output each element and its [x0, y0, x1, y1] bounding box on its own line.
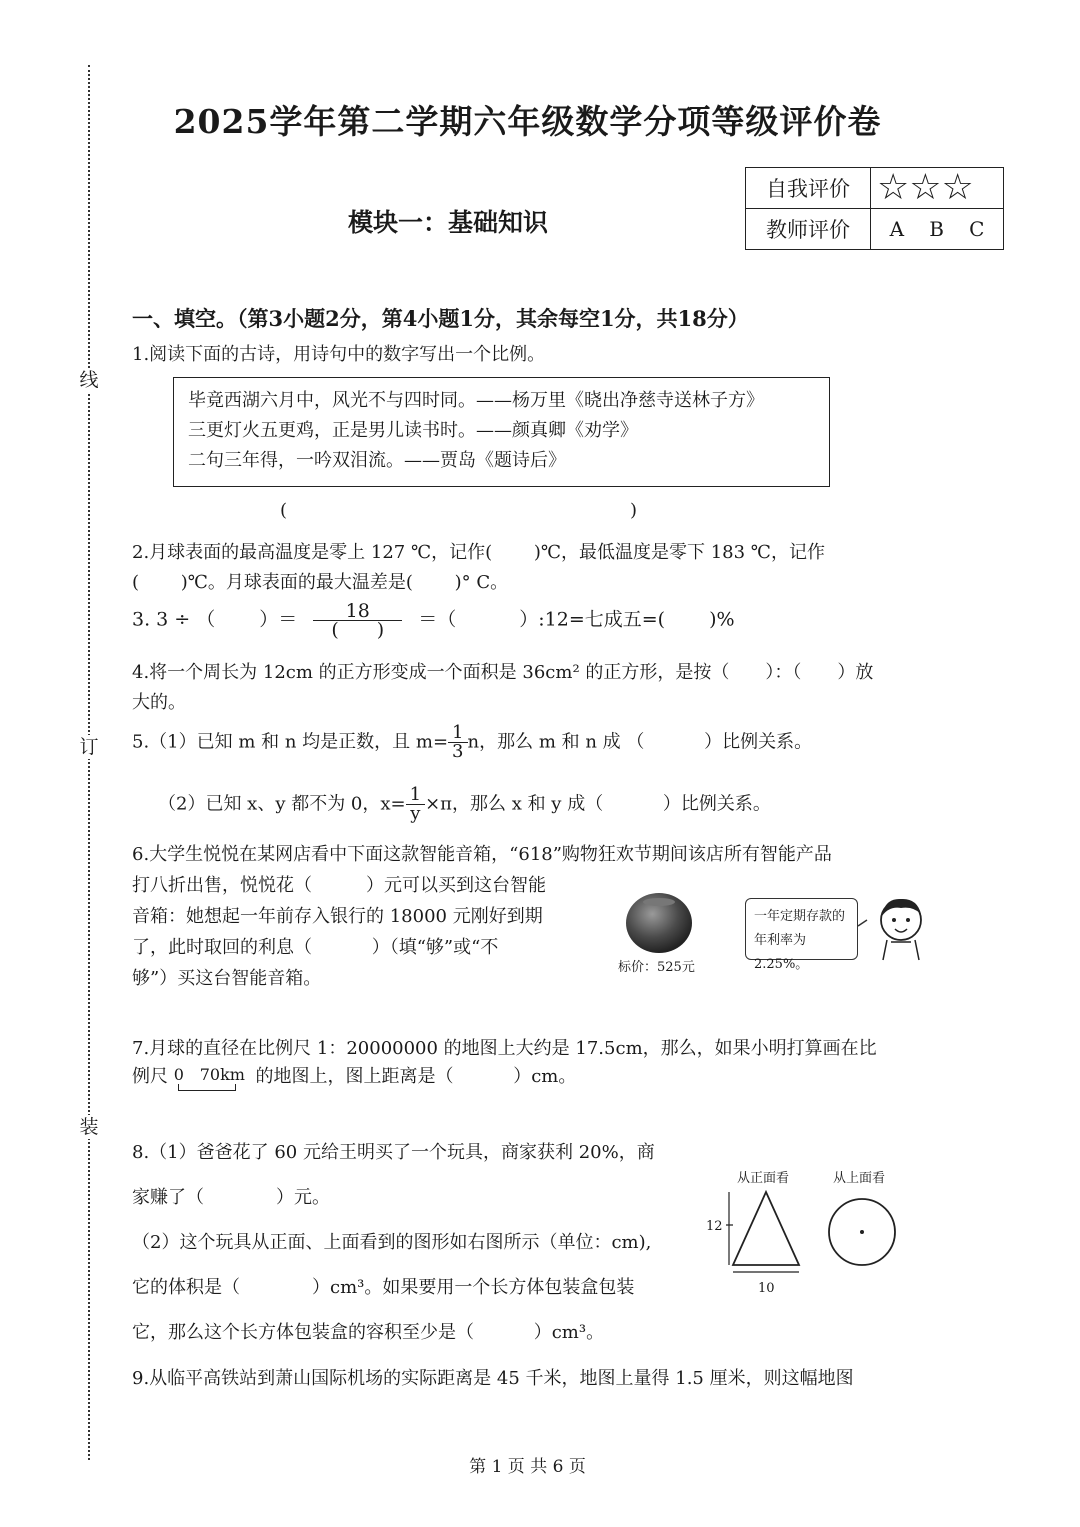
q3-fraction-num: 18 — [345, 600, 370, 622]
q1-text: 1.阅读下面的古诗，用诗句中的数字写出一个比例。 — [132, 344, 546, 365]
q7-scale-suffix: 的地图上，图上距离是（ ）cm。 — [255, 1066, 577, 1087]
q1-answer-open: ( — [280, 500, 288, 521]
q5-p1-suffix: n，那么 m 和 n 成 （ ）比例关系。 — [467, 731, 813, 753]
module-title: 模块一：基础知识 — [348, 208, 549, 237]
speech-line-1: 一年定期存款的 — [754, 909, 846, 924]
speech-bubble — [745, 898, 858, 972]
scale-km: 70km — [199, 1065, 245, 1084]
q5-p1-num: 1 — [452, 722, 464, 743]
q5-p2-prefix: （2）已知 x、y 都不为 0，x= — [158, 793, 406, 815]
q7-line-1: 7.月球的直径在比例尺 1：20000000 的地图上大约是 17.5cm，那么，如果小明打算画在比 — [132, 1038, 877, 1059]
q6-line-3: 音箱：她想起一年前存入银行的 18000 元刚好到期 — [132, 906, 543, 927]
q2-line-1: 2.月球表面的最高温度是零上 127 ℃，记作( )℃，最低温度是零下 183 ℃，记作 — [132, 542, 825, 563]
grade-a: A — [889, 217, 905, 241]
grade-b: B — [929, 217, 944, 241]
page-title: 2025学年第二学期六年级数学分项等级评价卷 — [173, 102, 882, 141]
scale-bar — [174, 1064, 250, 1090]
q2-line-2: ( )℃。月球表面的最大温差是( )° C。 — [132, 572, 509, 593]
scale-bar-line — [178, 1084, 236, 1091]
q1-answer-close: ) — [630, 500, 638, 521]
q5-p2-suffix: ×π，那么 x 和 y 成（ ）比例关系。 — [425, 793, 771, 815]
self-eval-label: 自我评价 — [746, 168, 871, 209]
q4-line-1: 4.将一个周长为 12cm 的正方形变成一个面积是 36cm² 的正方形，是按（ ）：（ ）放 — [132, 662, 874, 683]
grade-c: C — [969, 217, 985, 241]
q8-line-5: 它，那么这个长方体包装盒的容积至少是（ ）cm³。 — [132, 1322, 605, 1343]
q5-p1-prefix: 5.（1）已知 m 和 n 均是正数，且 m= — [132, 731, 449, 753]
top-view-circle — [826, 1196, 898, 1268]
q5-p2-den: y — [406, 804, 425, 823]
q3-fraction-den: ( ) — [313, 620, 402, 639]
q8-line-2: 家赚了（ ）元。 — [132, 1187, 330, 1208]
boy-character-icon — [855, 892, 935, 962]
base-label: 10 — [758, 1281, 775, 1296]
front-view-label: 从正面看 — [737, 1171, 790, 1186]
speech-line-2: 年利率为2.25%。 — [754, 933, 809, 972]
binding-char-zhuang: 装 — [79, 1116, 99, 1138]
q6-line-5: 够”）买这台智能音箱。 — [132, 968, 322, 989]
teacher-eval-label: 教师评价 — [746, 209, 871, 250]
q5-p2-num: 1 — [409, 784, 422, 805]
q4-line-2: 大的。 — [132, 692, 186, 713]
q6-line-1: 6.大学生悦悦在某网店看中下面这款智能音箱，“618”购物狂欢节期间该店所有智能产品 — [132, 844, 832, 865]
poem-line-2: 三更灯火五更鸡，正是男儿读书时。——颜真卿《劝学》 — [188, 420, 638, 441]
q8-line-1: 8.（1）爸爸花了 60 元给王明买了一个玩具，商家获利 20%，商 — [132, 1142, 655, 1163]
teacher-eval-grades — [871, 209, 1004, 250]
q5-p2-fraction — [406, 786, 425, 823]
q7-scale-prefix: 例尺 — [132, 1066, 168, 1087]
evaluation-table — [745, 167, 1004, 250]
page-number: 第 1 页 共 6 页 — [469, 1457, 586, 1477]
q6-line-4: 了，此时取回的利息（ ）（填“够”或“不 — [132, 937, 499, 958]
q9-line-1: 9.从临平高铁站到萧山国际机场的实际距离是 45 千米，地图上量得 1.5 厘米，则这幅地图 — [132, 1368, 854, 1389]
poem-box — [173, 377, 830, 487]
poem-line-1: 毕竟西湖六月中，风光不与四时同。——杨万里《晓出净慈寺送林子方》 — [188, 390, 764, 411]
q3-suffix: ＝（ ）:12=七成五=( )% — [418, 608, 735, 631]
top-view-label: 从上面看 — [833, 1171, 886, 1186]
q5-part-1 — [132, 724, 812, 761]
q7-line-2 — [132, 1064, 576, 1090]
price-tag: 标价：525元 — [618, 960, 695, 975]
q3-line — [132, 602, 735, 639]
scale-zero: 0 — [173, 1065, 184, 1084]
q5-p1-fraction — [448, 724, 467, 761]
q8-line-4: 它的体积是（ ）cm³。如果要用一个长方体包装盒包装 — [132, 1277, 635, 1298]
binding-dotted-line — [88, 65, 90, 1460]
binding-char-ding: 订 — [79, 736, 99, 758]
poem-line-3: 二句三年得，一吟双泪流。——贾岛《题诗后》 — [188, 450, 566, 471]
self-eval-stars-icon: ☆☆☆ — [871, 168, 1004, 209]
q8-line-3: （2）这个玩具从正面、上面看到的图形如右图所示（单位：cm), — [132, 1232, 652, 1253]
smart-speaker-image — [622, 890, 696, 956]
q3-prefix: 3. 3 ÷ （ ）＝ — [132, 608, 298, 631]
q3-fraction — [313, 602, 402, 639]
section-heading: 一、填空。（第3小题2分，第4小题1分，其余每空1分，共18分） — [132, 306, 749, 331]
height-label: 12 — [706, 1219, 723, 1234]
q5-p1-den: 3 — [448, 742, 467, 761]
front-view-triangle — [725, 1190, 805, 1276]
binding-char-xian: 线 — [79, 369, 99, 391]
q6-line-2: 打八折出售，悦悦花（ ）元可以买到这台智能 — [132, 875, 546, 896]
q5-part-2 — [158, 786, 771, 823]
